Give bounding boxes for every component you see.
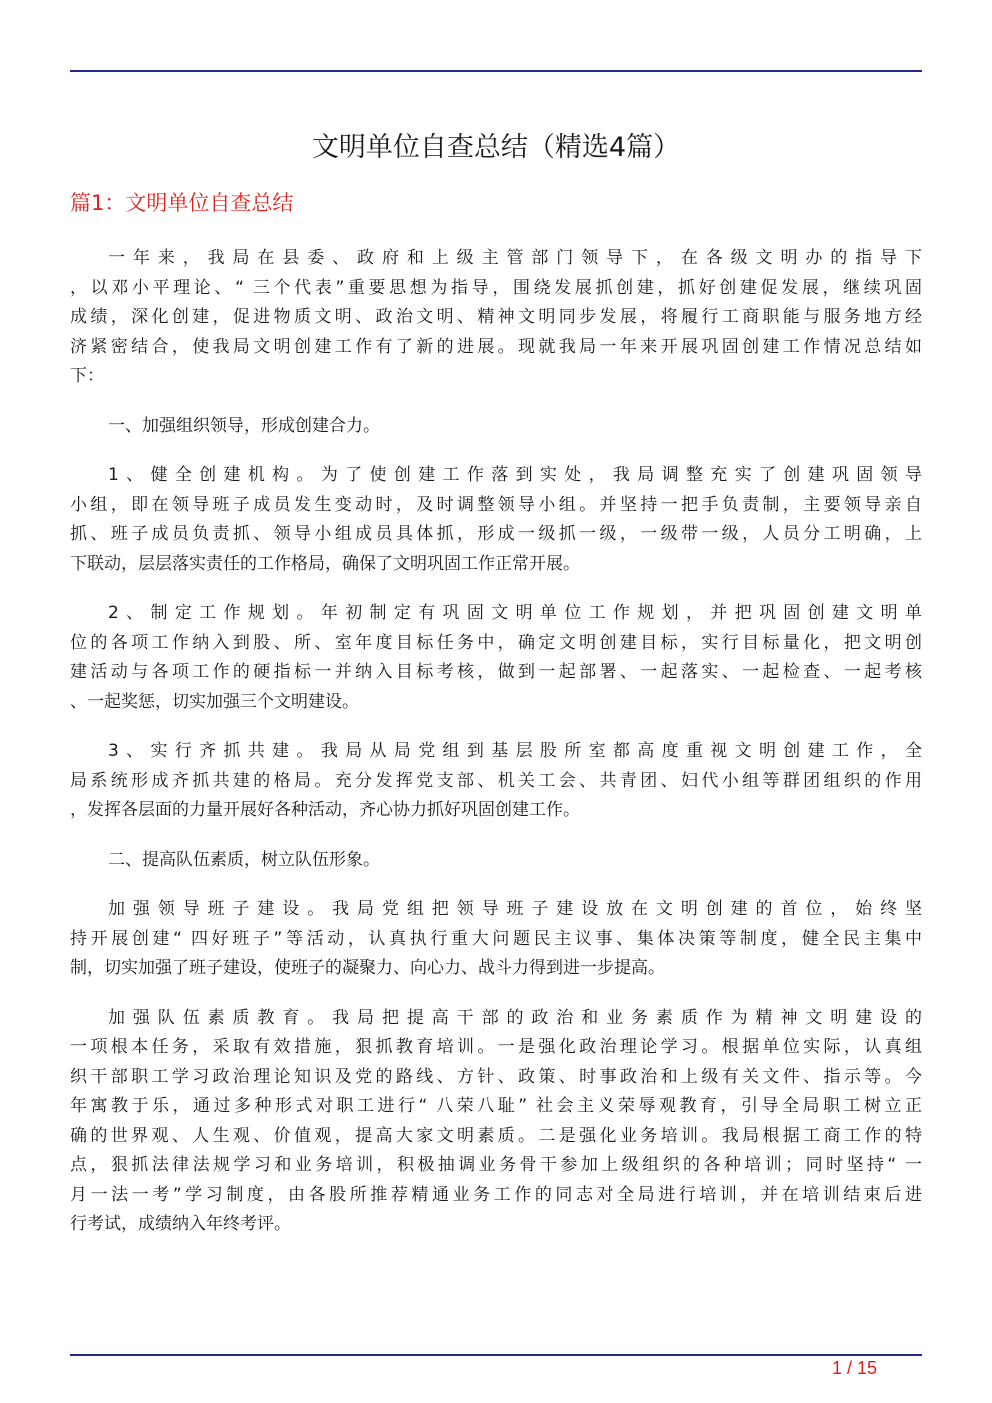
paragraph	[70, 412, 922, 442]
paragraph	[70, 599, 922, 717]
paragraph-line: 3、实行齐抓共建。我局从局党组到基层股所室都高度重视文明创建工作，全	[108, 741, 922, 761]
paragraph-line: 一年来，我局在县委、政府和上级主管部门领导下，在各级文明办的指导下	[108, 248, 922, 268]
paragraph-line: 建活动与各项工作的硬指标一并纳入目标考核，做到一起部署、一起落实、一起检查、一起考核	[70, 662, 922, 682]
footer-rule	[70, 1354, 922, 1356]
paragraph-line: 、一起奖惩，切实加强三个文明建设。	[70, 691, 359, 712]
paragraph-line: 织干部职工学习政治理论知识及党的路线、方针、政策、时事政治和上级有关文件、指示等。今	[70, 1066, 922, 1087]
paragraph	[70, 461, 922, 579]
paragraph-line: 制，切实加强了班子建设，使班子的凝聚力、向心力、战斗力得到进一步提高。	[70, 958, 665, 978]
paragraph-line: 加强领导班子建设。我局党组把领导班子建设放在文明创建的首位，始终坚	[108, 899, 922, 919]
paragraph-line: 1、健全创建机构。为了使创建工作落到实处，我局调整充实了创建巩固领导	[108, 465, 922, 485]
paragraph-line: 年寓教于乐，通过多种形式对职工进行“ 八荣八耻” 社会主义荣辱观教育，引导全局职工树立正	[70, 1096, 922, 1116]
document-body	[70, 244, 922, 1260]
paragraph	[70, 846, 922, 876]
paragraph	[70, 895, 922, 984]
paragraph	[70, 737, 922, 826]
paragraph-line: 加强队伍素质教育。我局把提高干部的政治和业务素质作为精神文明建设的	[108, 1007, 922, 1028]
paragraph-line: 小组，即在领导班子成员发生变动时，及时调整领导小组。并坚持一把手负责制，主要领导亲自	[70, 494, 922, 515]
paragraph-line: 点，狠抓法律法规学习和业务培训，积极抽调业务骨干参加上级组织的各种培训；同时坚持“ 一	[70, 1155, 922, 1175]
paragraph-line: 一、加强组织领导，形成创建合力。	[108, 415, 380, 436]
paragraph-line: 局系统形成齐抓共建的格局。充分发挥党支部、机关工会、共青团、妇代小组等群团组织的作用	[70, 770, 922, 791]
document-title: 文明单位自查总结（精选4篇）	[311, 132, 681, 163]
paragraph-line: 下联动，层层落实责任的工作格局，确保了文明巩固工作正常开展。	[70, 553, 580, 574]
paragraph-line: 下：	[70, 366, 104, 386]
paragraph-line: 成绩，深化创建，促进物质文明、政治文明、精神文明同步发展，将履行工商职能与服务地方经	[70, 307, 922, 327]
paragraph-line: 二、提高队伍素质，树立队伍形象。	[108, 849, 380, 870]
paragraph-line: 2、制定工作规划。年初制定有巩固文明单位工作规划，并把巩固创建文明单	[108, 603, 922, 623]
paragraph-line: 行考试，成绩纳入年终考评。	[70, 1214, 291, 1234]
paragraph	[70, 244, 922, 392]
paragraph-line: 一项根本任务，采取有效措施，狠抓教育培训。一是强化政治理论学习。根据单位实际，认真组	[70, 1037, 922, 1057]
page-number: 1 / 15	[831, 1358, 877, 1378]
paragraph-line: 确的世界观、人生观、价值观，提高大家文明素质。二是强化业务培训。我局根据工商工作的特	[70, 1125, 922, 1146]
header-rule	[70, 70, 922, 72]
paragraph-line: ，发挥各层面的力量开展好各种活动，齐心协力抓好巩固创建工作。	[70, 800, 580, 820]
paragraph-line: ，以邓小平理论、“ 三个代表”重要思想为指导，围绕发展抓创建，抓好创建促发展，继续巩固	[70, 277, 922, 298]
paragraph-line: 抓、班子成员负责抓、领导小组成员具体抓，形成一级抓一级，一级带一级，人员分工明确，上	[70, 524, 922, 544]
paragraph-line: 月一法一考”学习制度，由各股所推荐精通业务工作的同志对全局进行培训，并在培训结束后进	[70, 1184, 922, 1205]
paragraph-line: 位的各项工作纳入到股、所、室年度目标任务中，确定文明创建目标，实行目标量化，把文明创	[70, 632, 922, 653]
paragraph-line: 济紧密结合，使我局文明创建工作有了新的进展。现就我局一年来开展巩固创建工作情况总结如	[70, 336, 922, 357]
paragraph	[70, 1004, 922, 1240]
section-heading: 篇1：文明单位自查总结	[70, 191, 294, 215]
paragraph-line: 持开展创建“ 四好班子”等活动，认真执行重大问题民主议事、集体决策等制度，健全民主集中	[70, 928, 922, 949]
